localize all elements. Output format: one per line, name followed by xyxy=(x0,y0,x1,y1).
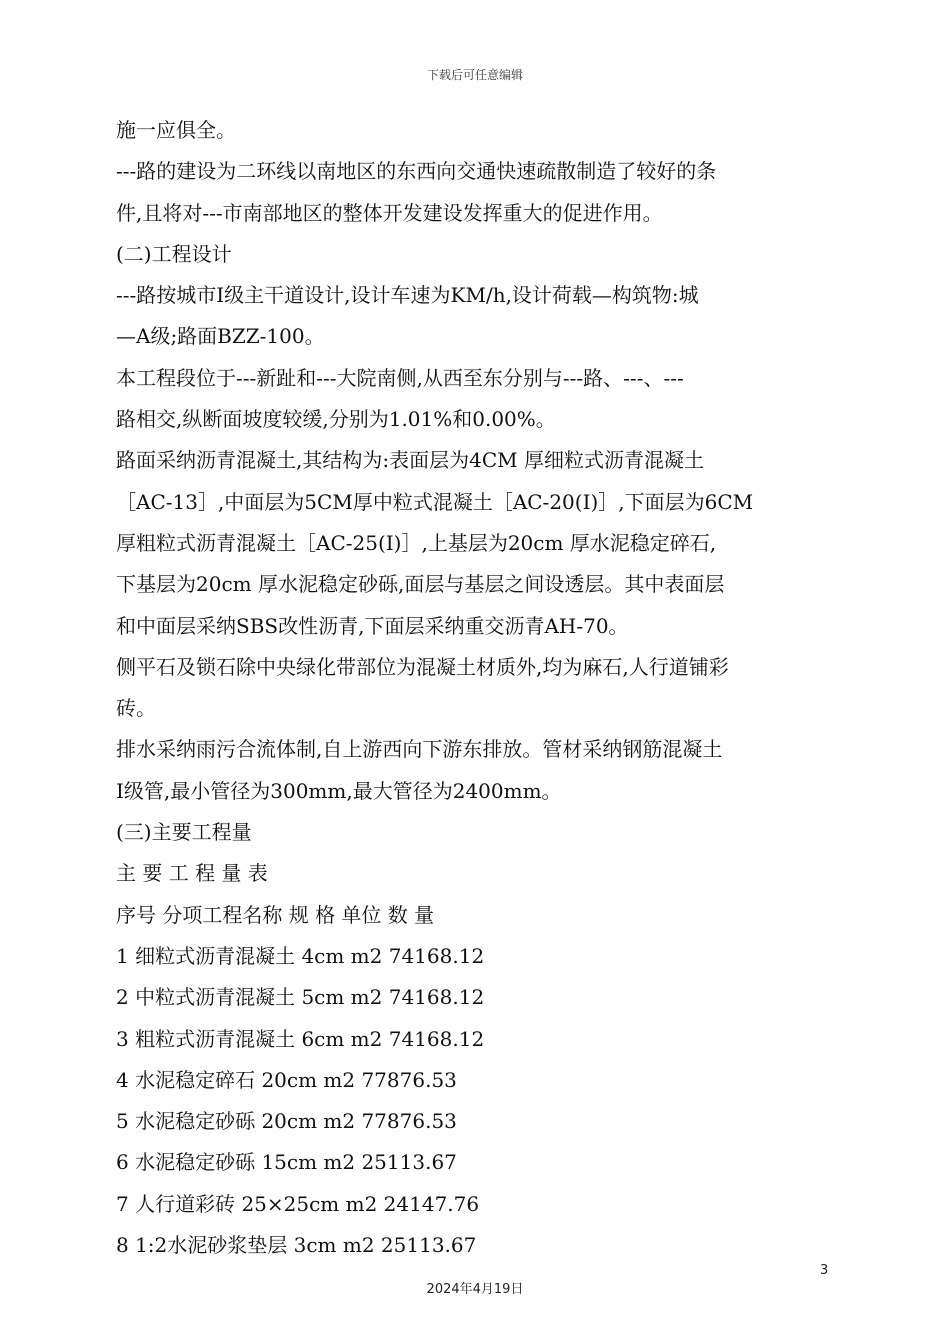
paragraph-line: —A级;路面BZZ-100。 xyxy=(116,324,325,349)
section-heading: (三)主要工程量 xyxy=(116,820,252,845)
paragraph-line: ---路按城市Ⅰ级主干道设计,设计车速为KM/h,设计荷载—构筑物:城 xyxy=(116,283,699,308)
section-heading: (二)工程设计 xyxy=(116,241,232,266)
paragraph-line: Ⅰ级管,最小管径为300mm,最大管径为2400mm。 xyxy=(116,778,562,803)
paragraph-line: 和中面层采纳SBS改性沥青,下面层采纳重交沥青AH-70。 xyxy=(116,613,629,638)
page-header: 下载后可任意编辑 xyxy=(426,68,523,82)
document-body xyxy=(116,110,841,1266)
paragraph-line: 路相交,纵断面坡度较缓,分别为1.01%和0.00%。 xyxy=(116,407,556,432)
table-row: 1 细粒式沥青混凝土 4cm m2 74168.12 xyxy=(116,943,485,968)
paragraph-line: 排水采纳雨污合流体制,自上游西向下游东排放。管材采纳钢筋混凝土 xyxy=(116,737,723,762)
table-row: 6 水泥稳定砂砾 15cm m2 25113.67 xyxy=(116,1150,457,1175)
paragraph-line: 本工程段位于---新趾和---大院南侧,从西至东分别与---路、---、--- xyxy=(116,365,684,390)
paragraph-line: 侧平石及锁石除中央绿化带部位为混凝土材质外,均为麻石,人行道铺彩 xyxy=(116,654,729,679)
paragraph-line: ［AC-13］,中面层为5CM厚中粒式混凝土［AC-20(Ⅰ)］,下面层为6CM xyxy=(116,489,754,514)
table-title: 主 要 工 程 量 表 xyxy=(116,861,268,886)
paragraph-line: 砖。 xyxy=(116,696,156,721)
table-row: 7 人行道彩砖 25×25cm m2 24147.76 xyxy=(116,1191,480,1216)
table-row: 8 1:2水泥砂浆垫层 3cm m2 25113.67 xyxy=(116,1233,477,1258)
paragraph-line: 下基层为20cm 厚水泥稳定砂砾,面层与基层之间设透层。其中表面层 xyxy=(116,572,725,597)
paragraph-line: 件,且将对---市南部地区的整体开发建设发挥重大的促进作用。 xyxy=(116,200,663,225)
paragraph-line: 厚粗粒式沥青混凝土［AC-25(Ⅰ)］,上基层为20cm 厚水泥稳定碎石, xyxy=(116,530,717,555)
paragraph-line: 施一应俱全。 xyxy=(116,118,236,142)
table-row: 2 中粒式沥青混凝土 5cm m2 74168.12 xyxy=(116,985,485,1010)
page-footer-date: 2024年4月19日 xyxy=(426,1282,524,1297)
paragraph-line: ---路的建设为二环线以南地区的东西向交通快速疏散制造了较好的条 xyxy=(116,159,717,184)
table-row: 4 水泥稳定碎石 20cm m2 77876.53 xyxy=(116,1067,457,1092)
table-header: 序号 分项工程名称 规 格 单位 数 量 xyxy=(116,902,435,927)
table-row: 3 粗粒式沥青混凝土 6cm m2 74168.12 xyxy=(116,1026,485,1051)
paragraph-line: 路面采纳沥青混凝土,其结构为:表面层为4CM 厚细粒式沥青混凝土 xyxy=(116,448,704,473)
page-number: 3 xyxy=(820,1263,829,1278)
table-row: 5 水泥稳定砂砾 20cm m2 77876.53 xyxy=(116,1109,457,1134)
